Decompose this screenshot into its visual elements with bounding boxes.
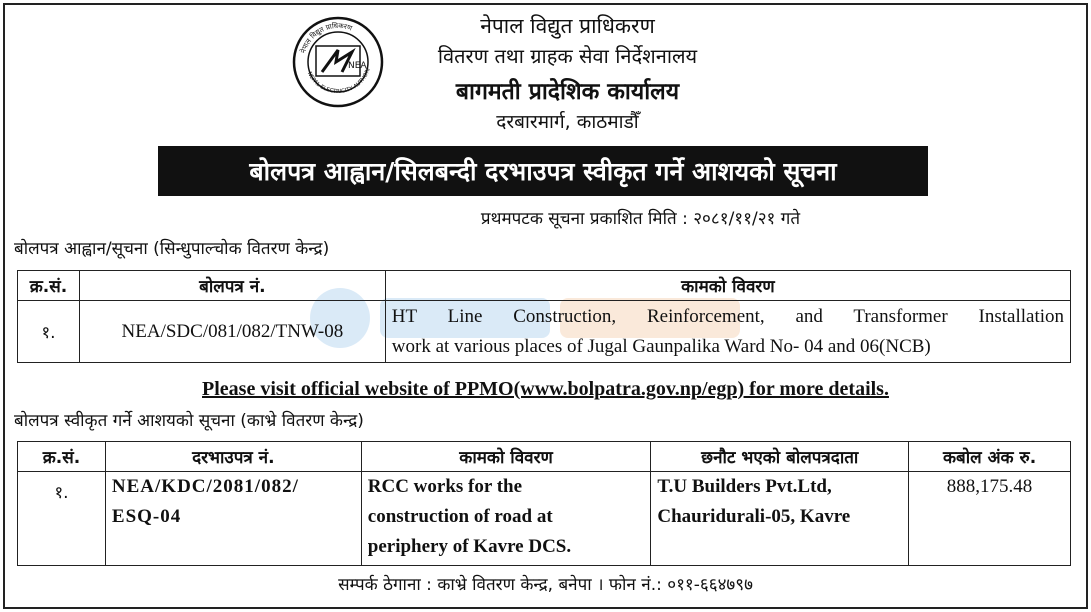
notice-title: बोलपत्र आह्वान/सिलबन्दी दरभाउपत्र स्वीकृत गर्ने आशयको सूचना xyxy=(158,146,928,196)
award-intent-table xyxy=(17,441,1071,566)
table-row xyxy=(18,472,1071,566)
row-description xyxy=(361,472,651,566)
col-quote-no: दरभाउपत्र नं. xyxy=(105,442,361,472)
org-name: नेपाल विद्युत प्राधिकरण xyxy=(480,14,655,38)
table-header-row xyxy=(18,442,1071,472)
contact-address: सम्पर्क ठेगाना : काभ्रे वितरण केन्द्र, बनेपा । फोन नं.: ०११-६६४७९७ xyxy=(338,575,753,595)
quote-no-line: NEA/KDC/2081/082/ xyxy=(111,476,299,497)
col-description: कामको विवरण xyxy=(361,442,651,472)
col-description: कामको विवरण xyxy=(385,271,1070,301)
col-quoted-amount: कबोल अंक रु. xyxy=(909,442,1071,472)
svg-text:NEPAL ELECTRICITY AUTHORITY: NEPAL ELECTRICITY AUTHORI xyxy=(305,67,372,95)
office-name: बागमती प्रादेशिक कार्यालय xyxy=(455,79,680,105)
description-line: periphery of Kavre DCS. xyxy=(367,536,572,557)
col-sn: क्र.सं. xyxy=(18,442,106,472)
svg-text:नेपाल विद्युत प्राधिकरण: नेपाल विद्युत प्राधिकरण xyxy=(299,21,354,55)
row-sn: १. xyxy=(18,301,80,363)
col-sn: क्र.सं. xyxy=(18,271,80,301)
bidder-line: Chauridurali-05, Kavre xyxy=(657,506,851,527)
row-sn: १. xyxy=(18,472,106,566)
bidder-line: T.U Builders Pvt.Ltd, xyxy=(657,476,832,497)
directorate-name: वितरण तथा ग्राहक सेवा निर्देशनालय xyxy=(437,44,698,68)
ppmo-visit-note: Please visit official website of PPMO(www.bolpatra.gov.np/egp) for more details. xyxy=(202,378,889,400)
description-line: RCC works for the xyxy=(367,476,523,497)
description-line: work at various places of Jugal Gaunpalika Ward No- 04 and 06(NCB) xyxy=(391,335,931,357)
row-bid-no: NEA/SDC/081/082/TNW-08 xyxy=(79,301,385,363)
section1-heading: बोलपत्र आह्वान/सूचना (सिन्धुपाल्चोक वितरण केन्द्र) xyxy=(14,239,330,259)
row-quoted-amount: 888,175.48 xyxy=(909,472,1071,566)
quote-no-line: ESQ-04 xyxy=(111,506,182,527)
description-line: construction of road at xyxy=(367,506,553,527)
section2-heading: बोलपत्र स्वीकृत गर्ने आशयको सूचना (काभ्रे वितरण केन्द्र) xyxy=(14,411,364,431)
table-row xyxy=(18,301,1071,363)
col-selected-bidder: छनौट भएको बोलपत्रदाता xyxy=(651,442,909,472)
row-description xyxy=(385,301,1070,363)
publication-date: प्रथमपटक सूचना प्रकाशित मिति : २०८१/११/२१ गते xyxy=(480,209,801,229)
table-header-row xyxy=(18,271,1071,301)
row-quote-no xyxy=(105,472,361,566)
col-bid-no: बोलपत्र नं. xyxy=(79,271,385,301)
bid-invitation-table xyxy=(17,270,1071,363)
svg-text:NEA: NEA xyxy=(348,61,367,71)
row-selected-bidder xyxy=(651,472,909,566)
office-address: दरबारमार्ग, काठमाडौँ xyxy=(496,111,639,133)
description-line: HT Line Construction, Reinforcement, and Transformer Installation xyxy=(391,305,1064,327)
